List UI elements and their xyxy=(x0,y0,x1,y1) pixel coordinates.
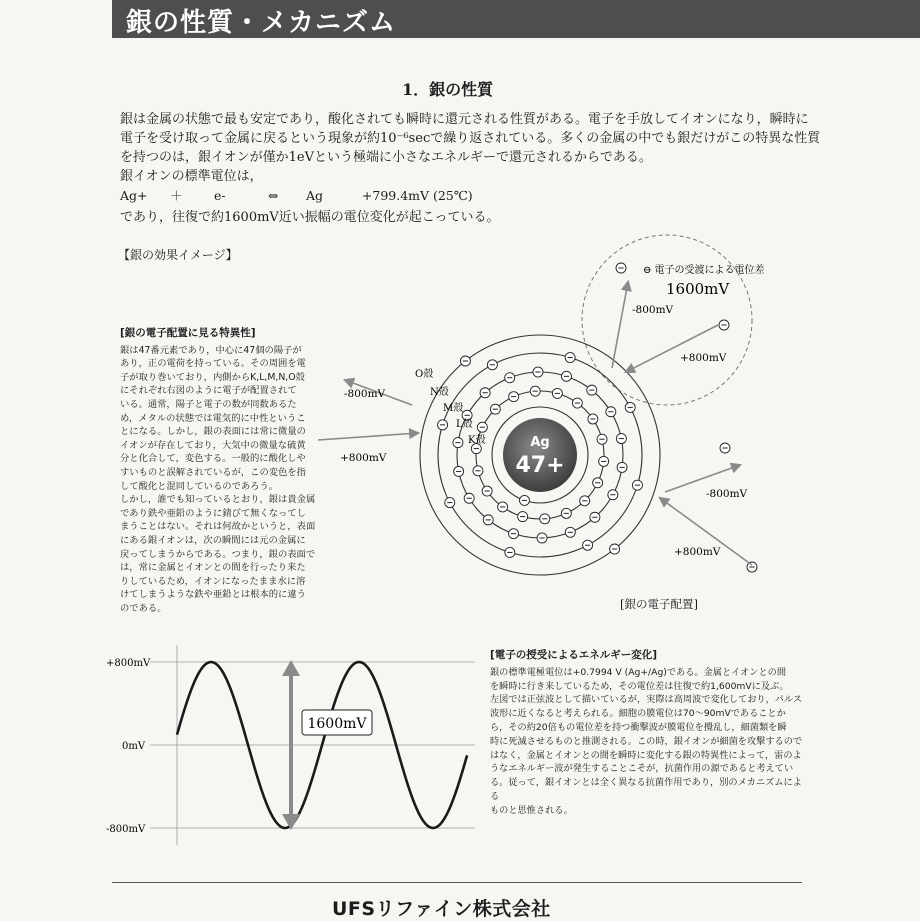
electron xyxy=(505,547,515,557)
formula-metal: Ag xyxy=(305,188,323,203)
label-left-out: -800mV xyxy=(344,388,386,400)
shell-label-l: L殻 xyxy=(456,419,473,430)
formula-arrow: ⇔ xyxy=(267,188,279,203)
electron xyxy=(599,456,609,466)
energy-box-line: 時に死滅させるものと推測される。この時，銀イオンが細菌を攻撃するので xyxy=(490,735,803,747)
label-left-in: +800mV xyxy=(340,452,387,464)
electron-box-line: 子が取り巻いており，内側からK,L,M,N,O殻 xyxy=(120,371,305,383)
effect-image-caption: 【銀の効果イメージ】 xyxy=(118,248,238,262)
electron xyxy=(588,414,598,424)
electron xyxy=(482,486,492,496)
shell-label-n: N殻 xyxy=(430,387,449,398)
electron xyxy=(572,398,582,408)
energy-box-line: を瞬時に行き来しているため，その電位差は往復で約1,600mVに及ぶ。 xyxy=(490,680,789,692)
electron xyxy=(561,508,571,518)
electron xyxy=(454,466,464,476)
inset-value: 1600mV xyxy=(666,280,730,298)
amplitude-arrow-head-top xyxy=(282,660,300,676)
intro-line: 銀は金属の状態で最も安定であり，酸化されても瞬時に還元される性質がある。電子を手放してイオンになり，瞬時に xyxy=(120,112,809,127)
electron xyxy=(597,434,607,444)
electron xyxy=(445,498,455,508)
electron xyxy=(509,529,519,539)
electron xyxy=(477,422,487,432)
electron xyxy=(617,462,627,472)
electron-box-line: にそれぞれ右図のように電子が配置されて xyxy=(120,385,297,397)
free-electron xyxy=(719,320,729,330)
intro-line: を持つのは，銀イオンが僅か1eVという極端に小さなエネルギーで還元されるからである。 xyxy=(120,150,652,165)
electron xyxy=(540,514,550,524)
electron-box-line: であり鉄や亜鉛のように錆びて無くなってし xyxy=(120,507,306,519)
electron-box-title: [銀の電子配置に見る特異性] xyxy=(120,327,256,339)
footer-divider xyxy=(112,882,802,883)
electron xyxy=(483,515,493,525)
electron-box-line: りしているため，イオンになったまま水に溶 xyxy=(120,575,306,587)
electron-box-line: して酸化と混同しているのであろう。 xyxy=(120,480,279,492)
electron xyxy=(490,404,500,414)
electron-configuration-caption: [銀の電子配置] xyxy=(620,597,698,611)
shell-label-k: K殻 xyxy=(468,435,486,446)
inset-caption: ⊖ 電子の受渡による電位差 xyxy=(643,265,765,276)
tick-label-minus800: -800mV xyxy=(106,824,146,835)
electron xyxy=(587,385,597,395)
electron xyxy=(552,388,562,398)
energy-box-line: 波形に近くなると考えられる。細胞の膜電位は70～90mVであることか xyxy=(490,708,786,720)
energy-box-line: はなく，金属とイオンとの間を瞬時に変化する銀の特異性によって，雷のよ xyxy=(490,749,802,761)
electron xyxy=(473,466,483,476)
electron xyxy=(487,360,497,370)
electron xyxy=(505,373,515,383)
energy-change-box xyxy=(490,649,808,818)
electron-box-line: め，メタルの状態では電気的に中性というこ xyxy=(120,412,306,424)
electron xyxy=(610,544,620,554)
electron-box-line: 戻ってしまうからである。つまり，銀の表面で xyxy=(120,548,316,560)
electron-box-line: にある銀イオンは，次の瞬間には元の金属に xyxy=(120,534,306,546)
electron-box-line: とになる。しかし，銀の表面には常に微量の xyxy=(120,426,306,438)
electrons xyxy=(438,263,757,572)
electron xyxy=(438,420,448,430)
formula-potential: +799.4mV (25℃) xyxy=(361,188,473,203)
nucleus-charge: 47+ xyxy=(515,453,565,478)
electron-box-line: けてしまうような鉄や亜鉛とは根本的に違う xyxy=(120,589,306,601)
electron xyxy=(565,527,575,537)
page-title: 銀の性質・メカニズム xyxy=(126,8,397,38)
electron xyxy=(498,502,508,512)
energy-box-line: ら，その約20倍もの電位差を持つ衝撃波が膜電位を攪乱し，細菌類を瞬 xyxy=(490,721,787,733)
amplitude-label: 1600mV xyxy=(307,716,367,732)
electron xyxy=(537,533,547,543)
arrow-top-out xyxy=(612,282,628,368)
electron xyxy=(590,512,600,522)
amplitude-note: であり，往復で約1600mV近い振幅の電位変化が起こっている。 xyxy=(120,210,500,225)
electron-box-line: いる。通常，陽子と電子の数が同数あるた xyxy=(120,398,297,410)
free-electron xyxy=(747,562,757,572)
electron xyxy=(632,480,642,490)
label-top-out: -800mV xyxy=(632,304,674,316)
company-name: UFSリファイン株式会社 xyxy=(332,898,551,920)
electron xyxy=(460,356,470,366)
arrow-left-in xyxy=(318,433,418,440)
energy-box-title: [電子の授受によるエネルギー変化] xyxy=(490,649,658,661)
tick-label-zero: 0mV xyxy=(122,741,146,752)
electron xyxy=(518,512,528,522)
energy-box-line: る。従って，銀イオンとは全く異なる抗菌作用であり，別のメカニズムによる xyxy=(490,777,802,802)
electron-box-line: まうことはない。それは何故かというと，表面 xyxy=(120,521,316,533)
electron-box-line: のである。 xyxy=(120,602,167,614)
intro-line: 銀イオンの標準電位は， xyxy=(120,169,263,184)
electron xyxy=(580,496,590,506)
electron xyxy=(593,478,603,488)
free-electron xyxy=(720,443,730,453)
intro-line: 電子を受け取って金属に戻るという現象が約10⁻⁶secで繰り返されている。多くの金属の中でも銀だけがこの特異な性質 xyxy=(120,131,821,146)
label-right-in: +800mV xyxy=(674,546,721,558)
label-right-out: -800mV xyxy=(706,488,748,500)
formula-electron: e- xyxy=(213,188,226,203)
tick-label-plus800: +800mV xyxy=(106,658,151,669)
electron-box-line: 銀は47番元素であり，中心に47個の陽子が xyxy=(120,344,302,356)
electron-box-line: 分と化合して，変色する。一般的に酸化しや xyxy=(120,453,306,465)
electron-box-line: すいものと誤解されているが，この変色を指 xyxy=(120,466,306,478)
electron xyxy=(606,407,616,417)
electron-box-line: あり，正の電荷を持っている。その周囲を電 xyxy=(120,358,306,370)
section-title: 1．銀の性質 xyxy=(402,80,494,99)
electron xyxy=(565,353,575,363)
label-top-in: +800mV xyxy=(680,352,727,364)
inset-dashed-circle xyxy=(582,235,752,405)
energy-box-line: 左図では正弦波として描いているが，実際は高周波で変化しており，パルス xyxy=(490,694,803,706)
electron xyxy=(561,371,571,381)
electron xyxy=(519,495,529,505)
free-electron xyxy=(616,263,626,273)
electron-box-line: しかし，誰でも知っているとおり，銀は貴金属 xyxy=(120,494,316,506)
electron xyxy=(480,388,490,398)
shell-label-m: M殻 xyxy=(443,403,464,414)
formula-ion: Ag+ xyxy=(120,188,148,203)
formula-plus: ＋ xyxy=(169,188,183,203)
energy-box-line: 銀の標準電極電位は+0.7994 V (Ag+/Ag)である。金属とイオンとの間 xyxy=(490,666,787,678)
nucleus-symbol: Ag xyxy=(530,435,550,450)
electron xyxy=(464,493,474,503)
electron xyxy=(625,402,635,412)
shell-label-o: O殻 xyxy=(415,369,434,380)
electron xyxy=(453,438,463,448)
electron-box-line: イオンが存在しており，大気中の微量な硫黄 xyxy=(120,439,306,451)
electron xyxy=(530,386,540,396)
arrow-top-in xyxy=(626,325,718,372)
electron xyxy=(616,434,626,444)
electron xyxy=(583,540,593,550)
electron xyxy=(608,490,618,500)
electron-box-line: は，常に金属とイオンとの間を行ったり来た xyxy=(120,562,306,574)
energy-box-line: うなエネルギー波が発生することこそが，抗菌作用の源であると考えてい xyxy=(490,763,794,775)
electron xyxy=(533,367,543,377)
energy-box-line: ものと思惟される。 xyxy=(490,804,573,816)
electron xyxy=(509,392,519,402)
potential-wave-chart xyxy=(106,645,475,845)
